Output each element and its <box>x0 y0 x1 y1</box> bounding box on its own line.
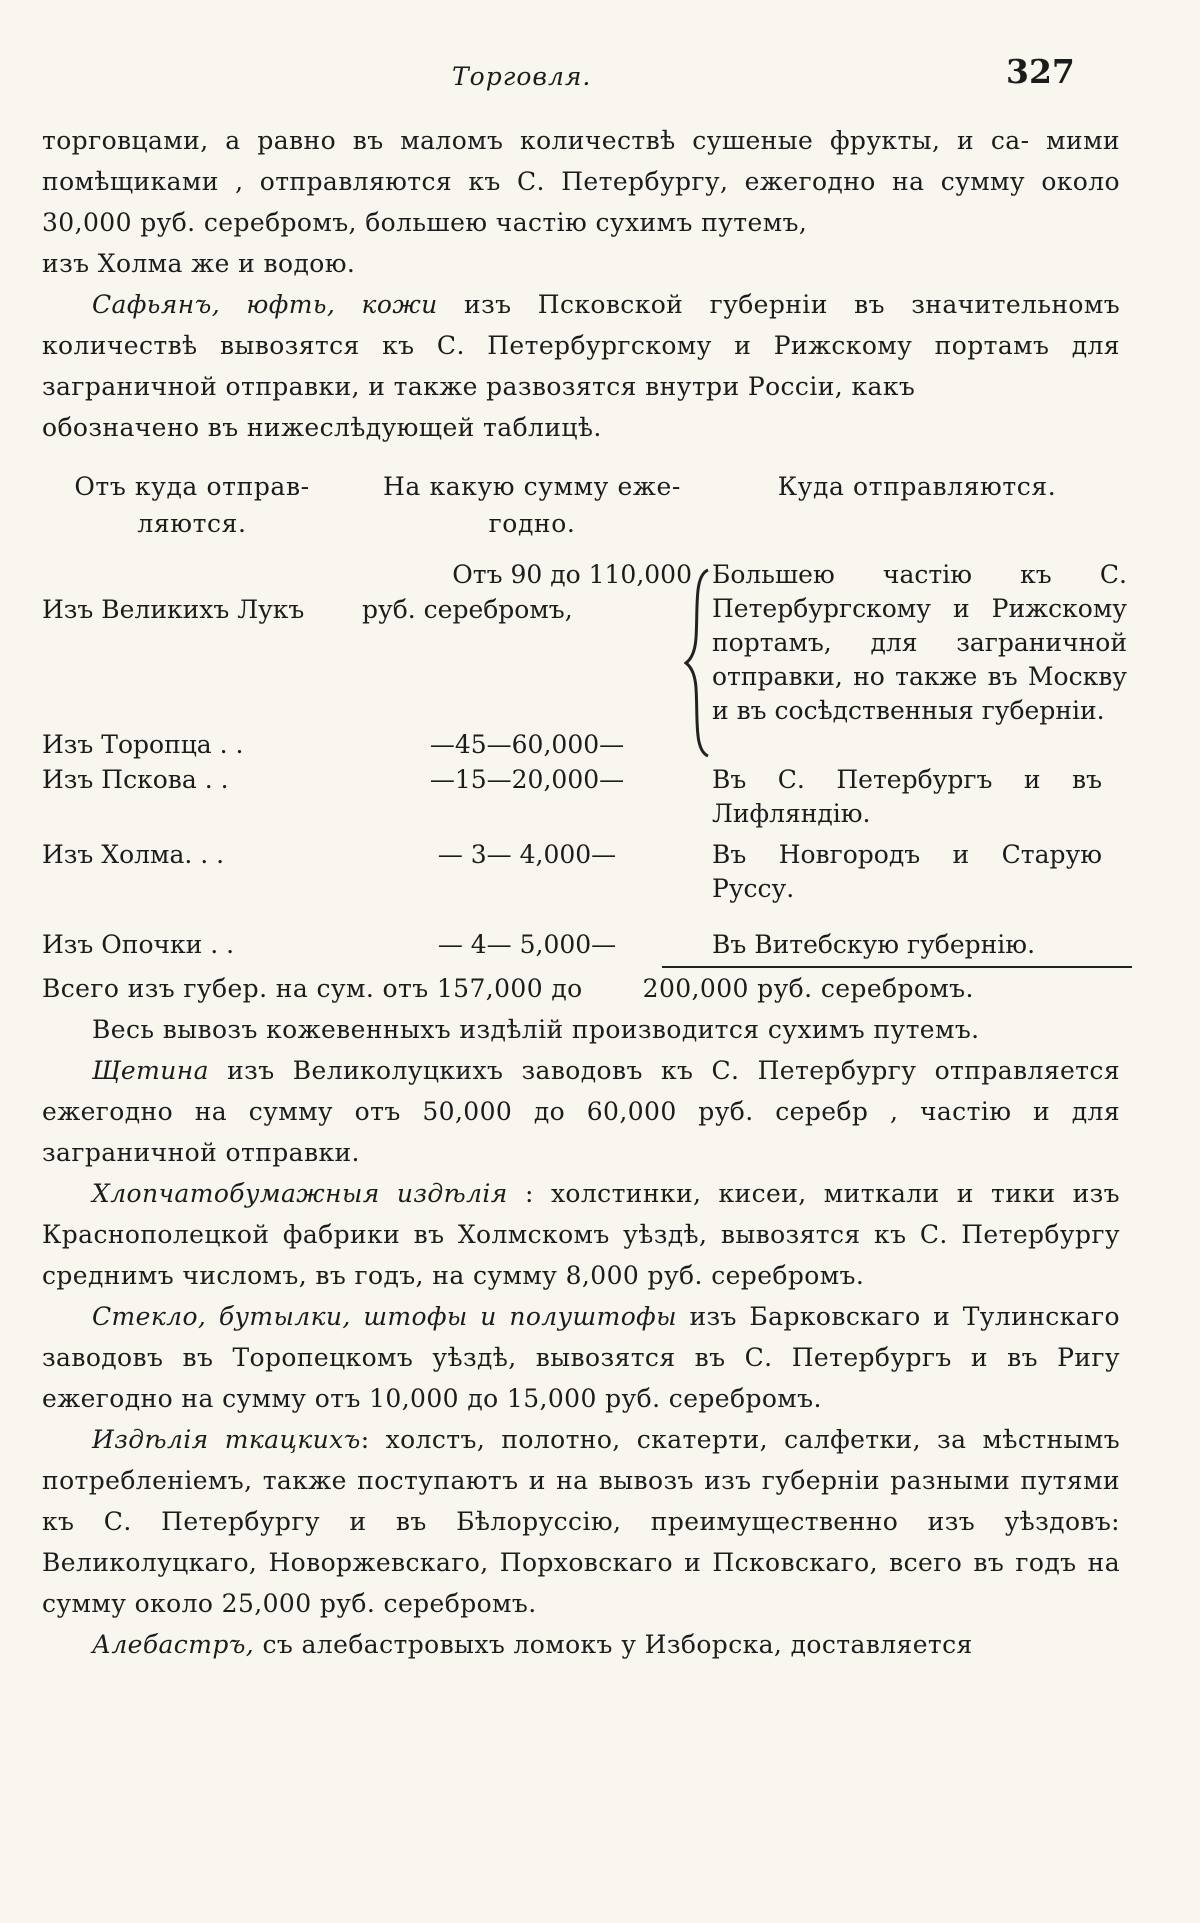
paragraph-lead: Хлопчатобумажныя издѣлія <box>92 1179 508 1208</box>
paragraph <box>42 1173 1120 1296</box>
paragraph <box>42 1050 1120 1173</box>
leather-paragraph <box>42 284 1120 407</box>
leather-line-3: для заграничной отправки, и также развозятся внутри Россіи, какъ <box>42 331 1120 401</box>
total-text: Всего изъ губер. на сум. отъ 157,000 до <box>42 974 583 1003</box>
row-destination: Въ Витебскую губернію. <box>712 930 1036 959</box>
row-destination: Большею частію къ С. Петербургскому и Рижскому портамъ, для заграничной отправки, но также въ Москву и въ сосѣдственныя губерніи. <box>712 560 1127 725</box>
paragraph-text: : холстинки, кисеи, миткали и тики изъ Краснополецкой фабрики въ Холмскомъ уѣздѣ, вывозятся къ С. Петербургу среднимъ числомъ, въ годъ, на сумму 8,000 руб. серебромъ. <box>42 1179 1120 1290</box>
paragraph-lead: Щетина <box>92 1056 209 1085</box>
row-amount: — 4— 5,000— <box>437 930 617 959</box>
row-origin: Изъ Холма. . . <box>42 840 225 869</box>
row-destination: Въ С. Петербургъ и въ Лифляндію. <box>712 765 1102 828</box>
row-amount: руб. серебромъ, <box>362 595 573 624</box>
intro-last-line: изъ Холма же и водою. <box>42 249 356 278</box>
total-amount: 200,000 руб. серебромъ. <box>642 974 974 1003</box>
paragraph <box>42 1419 1120 1624</box>
table-header-destination: Куда отправляются. <box>777 472 1057 501</box>
row-amount: — 3— 4,000— <box>437 840 617 869</box>
paragraph <box>42 1296 1120 1419</box>
intro-paragraph <box>42 120 1120 243</box>
row-origin: Изъ Пскова . . <box>42 765 229 794</box>
table-rule <box>662 966 1132 968</box>
row-origin: Изъ Великихъ Лукъ <box>42 595 305 624</box>
paragraph-lead: Издѣлія ткацкихъ <box>92 1425 361 1454</box>
total-line <box>42 968 1120 1009</box>
paragraph-lead: Алебастръ, <box>92 1630 255 1659</box>
table-header-amount: На какую сумму еже- годно. <box>383 472 681 538</box>
paragraph-lead: Стекло, бутылки, штофы и полуштофы <box>92 1302 677 1331</box>
leather-line-1: изъ Псковской губерніи въ значительномъ <box>437 290 1120 319</box>
row-destination: Въ Новгородъ и Старую Руссу. <box>712 840 1102 903</box>
page-number: 327 <box>1006 52 1075 91</box>
leather-lead: Сафьянъ, юфть, кожи <box>92 290 438 319</box>
table-header-origin: Отъ куда отправ- ляются. <box>74 472 310 538</box>
running-head: Торговля. <box>452 62 592 91</box>
paragraph <box>42 1624 1120 1665</box>
paragraph <box>42 1009 1120 1050</box>
paragraph-text: съ алебастровыхъ ломокъ у Изборска, доставляется <box>254 1630 973 1659</box>
intro-line-2: мими помѣщиками , отправляются къ С. Петербургу, ежегодно на <box>42 126 1120 196</box>
leather-last-line: обозначено въ нижеслѣдующей таблицѣ. <box>42 413 602 442</box>
paragraph-text: изъ Великолуцкихъ заводовъ къ С. Петербургу отправляется ежегодно на сумму отъ 50,000 до 60,000 руб. серебр , частію и для заграничной отправки. <box>42 1056 1120 1167</box>
paragraph-text: изъ Барковскаго и Тулинскаго заводовъ въ Торопецкомъ уѣздѣ, вывозятся въ С. Петербургъ и въ Ригу ежегодно на сумму отъ 10,000 до 15,000 руб. серебромъ. <box>42 1302 1120 1413</box>
row-origin: Изъ Опочки . . <box>42 930 235 959</box>
row-amount: —45—60,000— <box>429 730 625 759</box>
row-amount: —15—20,000— <box>429 765 625 794</box>
paragraph-text: : холстъ, полотно, скатерти, салфетки, за мѣстнымъ потребленіемъ, также поступаютъ и на вывозъ изъ губерніи разными путями къ С. Петербургу и въ Бѣлоруссію, преимущественно изъ уѣздовъ: Великолуцкаго, Новоржевскаго, Порховскаго и Псковскаго, всего въ годъ на сумму около 25,000 руб. серебромъ. <box>42 1425 1120 1618</box>
export-table <box>42 468 1127 968</box>
leather-line-2: количествѣ вывозятся къ С. Петербургскому и Рижскому портамъ <box>42 331 1050 360</box>
row-origin: Изъ Торопца . . <box>42 730 244 759</box>
page-body <box>42 120 1127 1665</box>
row-amount: Отъ 90 до 110,000 <box>452 560 692 589</box>
page-header <box>0 52 1200 92</box>
intro-line-3: сумму около 30,000 руб. серебромъ, большею частію сухимъ путемъ, <box>42 167 1120 237</box>
paragraph-text: Весь вывозъ кожевенныхъ издѣлій производится сухимъ путемъ. <box>92 1015 980 1044</box>
intro-line-1: торговцами, а равно въ маломъ количествѣ сушеные фрукты, и са- <box>42 126 1030 155</box>
